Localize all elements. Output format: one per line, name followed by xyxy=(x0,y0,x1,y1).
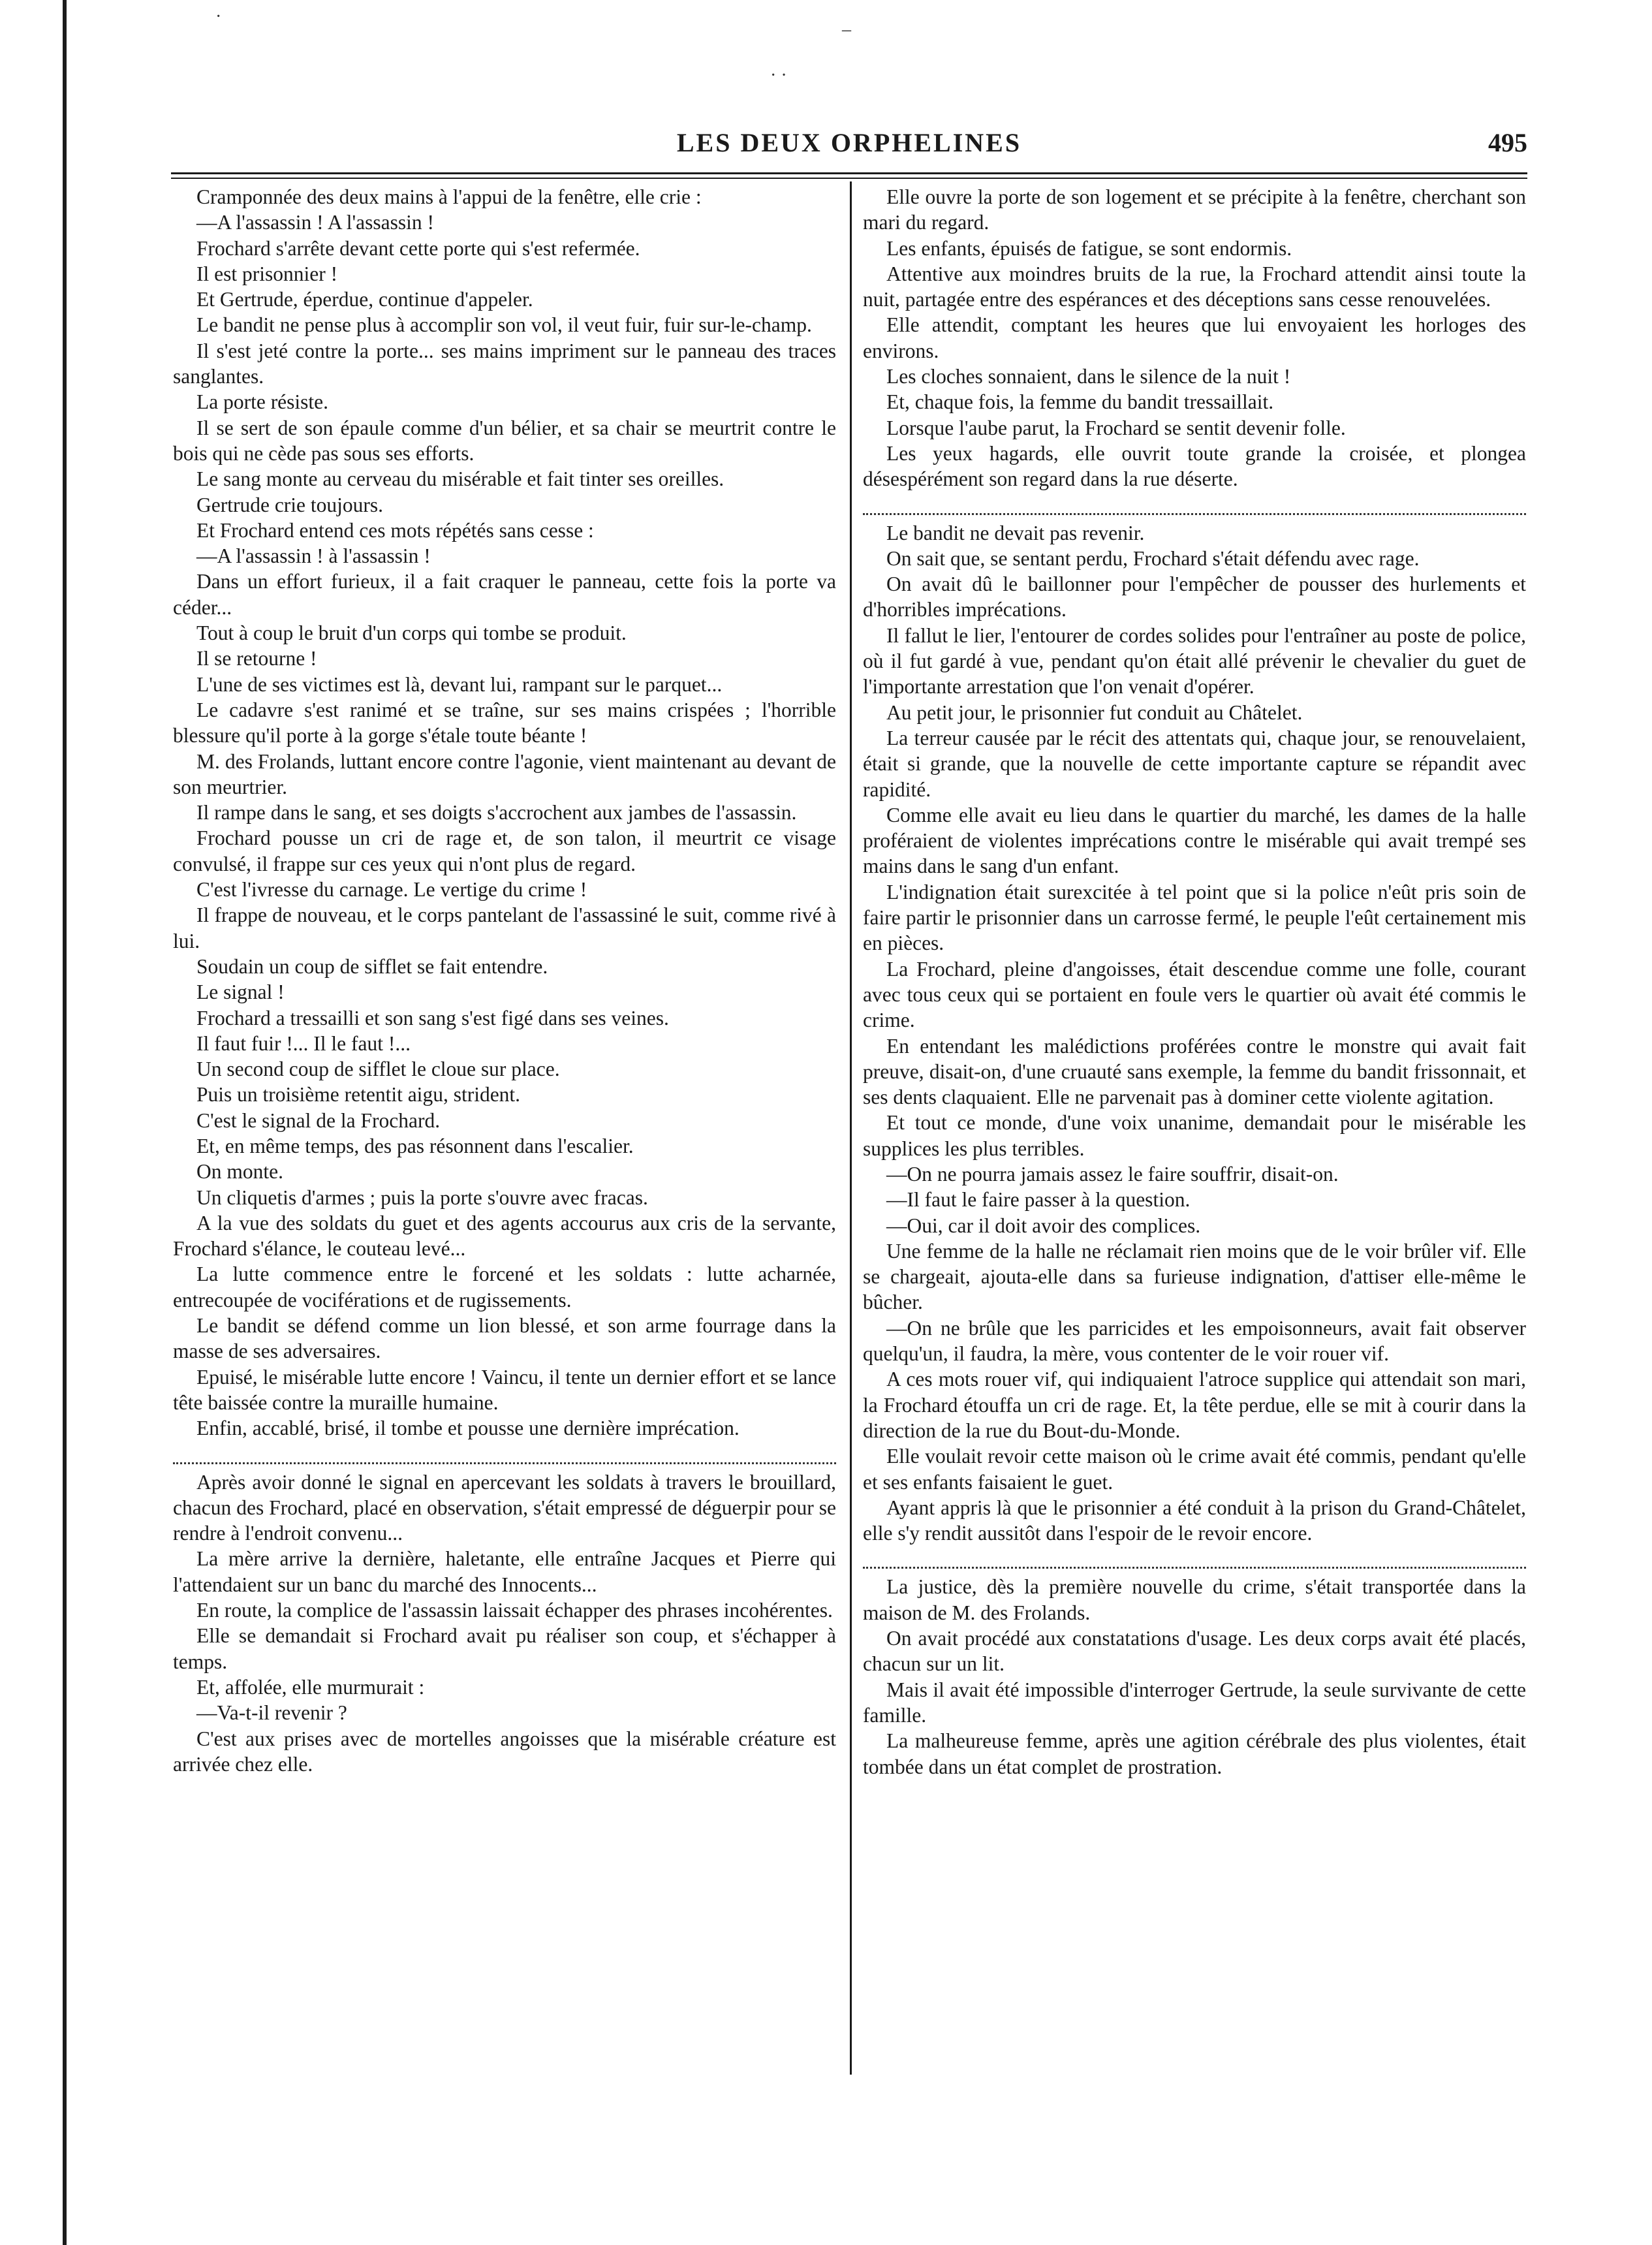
section-separator xyxy=(863,497,1526,515)
column-separator xyxy=(850,181,852,2075)
paragraph: La malheureuse femme, après une agition cérébrale des plus violentes, était tombée dans un état complet de prostration. xyxy=(863,1729,1526,1778)
paragraph: Gertrude crie toujours. xyxy=(196,493,384,516)
paragraph: —Va-t-il revenir ? xyxy=(196,1701,347,1725)
paragraph: A la vue des soldats du guet et des agents accourus aux cris de la servante, Frochard s'élance, le couteau levé... xyxy=(173,1211,836,1261)
paragraph: Après avoir donné le signal en apercevant les soldats à travers le brouillard, chacun des Frochard, placé en observation, s'était empressé de déguerpir pour se rendre à l'endroit convenu... xyxy=(173,1470,836,1545)
paragraph: Elle voulait revoir cette maison où le crime avait été commis, pendant qu'elle et ses enfants faisaient le guet. xyxy=(863,1445,1526,1494)
paragraph: M. des Frolands, luttant encore contre l'agonie, vient maintenant au devant de son meurtrier. xyxy=(173,749,836,798)
paragraph: On monte. xyxy=(196,1160,283,1184)
print-speck: · xyxy=(215,7,222,27)
paragraph: Au petit jour, le prisonnier fut conduit au Châtelet. xyxy=(886,700,1303,724)
paragraph: Frochard pousse un cri de rage et, de son talon, il meurtrit ce visage convulsé, il frappe sur ces yeux qui n'ont plus de regard. xyxy=(173,826,836,875)
paragraph: Le signal ! xyxy=(196,981,285,1004)
paragraph: Il fallut le lier, l'entourer de cordes solides pour l'entraîner au poste de police, où il fut gardé à vue, pendant qu'on était allé prévenir le chevalier du guet de l'importante arrestation que l'on venait d'opérer. xyxy=(863,623,1526,699)
paragraph: Il faut fuir !... Il le faut !... xyxy=(196,1031,411,1055)
paragraph: Et, en même temps, des pas résonnent dans l'escalier. xyxy=(196,1134,634,1157)
paragraph: Les yeux hagards, elle ouvrit toute grande la croisée, et plongea désespérément son regard dans la rue déserte. xyxy=(863,441,1526,491)
paragraph: Les enfants, épuisés de fatigue, se sont endormis. xyxy=(886,236,1292,260)
paragraph: Frochard s'arrête devant cette porte qui s'est refermée. xyxy=(196,236,640,260)
paragraph: C'est l'ivresse du carnage. Le vertige du crime ! xyxy=(196,878,587,902)
paragraph: Cramponnée des deux mains à l'appui de la fenêtre, elle crie : xyxy=(196,185,702,208)
paragraph: Les cloches sonnaient, dans le silence de la nuit ! xyxy=(886,365,1291,388)
binding-edge xyxy=(63,0,67,2245)
paragraph: En entendant les malédictions proférées contre le monstre qui avait fait preuve, disait-on, d'une cruauté sans exemple, la femme du bandit frissonnait, et ses dents claquaient. Elle ne parvenait pas à dominer cette violente agitation. xyxy=(863,1034,1526,1109)
paragraph: Il est prisonnier ! xyxy=(196,262,338,285)
paragraph: —On ne brûle que les parricides et les empoisonneurs, avait fait observer quelqu'un, il faudra, la mère, vous contenter de le voir rouer vif. xyxy=(863,1316,1526,1366)
paragraph: Et, affolée, elle murmurait : xyxy=(196,1675,425,1699)
paragraph: La justice, dès la première nouvelle du crime, s'était transportée dans la maison de M. des Frolands. xyxy=(863,1575,1526,1624)
right-column xyxy=(863,184,1526,1780)
paragraph: On avait procédé aux constatations d'usage. Les deux corps avait été placés, chacun sur un lit. xyxy=(863,1627,1526,1676)
paragraph: Attentive aux moindres bruits de la rue, la Frochard attendit ainsi toute la nuit, partagée entre des espérances et des déceptions sans cesse renouvelées. xyxy=(863,262,1526,311)
header-rule xyxy=(171,172,1527,174)
paragraph: Un second coup de sifflet le cloue sur place. xyxy=(196,1058,560,1081)
header-rule xyxy=(171,178,1527,179)
left-column xyxy=(173,184,836,1777)
paragraph: Mais il avait été impossible d'interroger Gertrude, la seule survivante de cette famille. xyxy=(863,1678,1526,1727)
paragraph: Le sang monte au cerveau du misérable et fait tinter ses oreilles. xyxy=(196,467,725,491)
paragraph: —Oui, car il doit avoir des complices. xyxy=(886,1214,1201,1237)
paragraph: Il se retourne ! xyxy=(196,647,317,670)
paragraph: Le bandit se défend comme un lion blessé, et son arme fourrage dans la masse de ses adversaires. xyxy=(173,1314,836,1363)
paragraph: —A l'assassin ! A l'assassin ! xyxy=(196,211,434,234)
paragraph: Epuisé, le misérable lutte encore ! Vaincu, il tente un dernier effort et se lance tête baissée contre la muraille humaine. xyxy=(173,1365,836,1414)
paragraph: Un cliquetis d'armes ; puis la porte s'ouvre avec fracas. xyxy=(196,1185,648,1209)
paragraph: En route, la complice de l'assassin laissait échapper des phrases incohérentes. xyxy=(196,1599,833,1622)
paragraph: Il s'est jeté contre la porte... ses mains impriment sur le panneau des traces sanglantes. xyxy=(173,339,836,388)
paragraph: Le bandit ne devait pas revenir. xyxy=(886,521,1145,544)
section-separator xyxy=(863,1551,1526,1569)
paragraph: —A l'assassin ! à l'assassin ! xyxy=(196,544,431,568)
paragraph: Et Frochard entend ces mots répétés sans cesse : xyxy=(196,518,594,542)
paragraph: —On ne pourra jamais assez le faire souffrir, disait-on. xyxy=(886,1162,1339,1185)
paragraph: Elle attendit, comptant les heures que lui envoyaient les horloges des environs. xyxy=(863,313,1526,362)
paragraph: C'est le signal de la Frochard. xyxy=(196,1108,441,1132)
paragraph: Et Gertrude, éperdue, continue d'appeler. xyxy=(196,288,533,311)
paragraph: C'est aux prises avec de mortelles angoisses que la misérable créature est arrivée chez elle. xyxy=(173,1727,836,1776)
paragraph: Il frappe de nouveau, et le corps pantelant de l'assassiné le suit, comme rivé à lui. xyxy=(173,903,836,952)
paragraph: La terreur causée par le récit des attentats qui, chaque jour, se renouvelaient, était si grande, que la nouvelle de cette importante capture se répandit avec rapidité. xyxy=(863,726,1526,801)
paragraph: L'indignation était surexcitée à tel point que si la police n'eût pris soin de faire partir le prisonnier dans un carrosse fermé, le peuple l'eût certainement mis en pièces. xyxy=(863,880,1526,955)
page-number: 495 xyxy=(1488,128,1527,157)
paragraph: Elle se demandait si Frochard avait pu réaliser son coup, et s'échapper à temps. xyxy=(173,1624,836,1673)
paragraph: Une femme de la halle ne réclamait rien moins que de le voir brûler vif. Elle se chargeait, ajouta-elle dans sa furieuse indignation, d'attiser elle-même le bûcher. xyxy=(863,1239,1526,1314)
paragraph: Soudain un coup de sifflet se fait entendre. xyxy=(196,954,548,978)
paragraph: Il se sert de son épaule comme d'un bélier, et sa chair se meurtrit contre le bois qui ne cède pas sous ses efforts. xyxy=(173,416,836,465)
paragraph: Dans un effort furieux, il a fait craquer le panneau, cette fois la porte va céder... xyxy=(173,570,836,619)
page-header xyxy=(171,127,1527,169)
paragraph: Le cadavre s'est ranimé et se traîne, sur ses mains crispées ; l'horrible blessure qu'il porte à la gorge s'étale toute béante ! xyxy=(173,698,836,747)
paragraph: La Frochard, pleine d'angoisses, était descendue comme une folle, courant avec tous ceux qui se portaient en foule vers le quartier où avait été commis le crime. xyxy=(863,957,1526,1032)
print-speck: · · xyxy=(770,65,787,86)
paragraph: On avait dû le baillonner pour l'empêcher de pousser des hurlements et d'horribles imprécations. xyxy=(863,573,1526,621)
section-separator xyxy=(173,1447,836,1464)
paragraph: A ces mots rouer vif, qui indiquaient l'atroce supplice qui attendait son mari, la Frochard étouffa un cri de rage. Et, la tête perdue, elle se mit à courir dans la direction de la rue du Bout-du-Monde. xyxy=(863,1368,1526,1442)
paragraph: La porte résiste. xyxy=(196,390,329,414)
paragraph: Frochard a tressailli et son sang s'est figé dans ses veines. xyxy=(196,1006,669,1029)
paragraph: Puis un troisième retentit aigu, strident. xyxy=(196,1083,521,1107)
paragraph: Lorsque l'aube parut, la Frochard se sentit devenir folle. xyxy=(886,416,1346,439)
paragraph: L'une de ses victimes est là, devant lui, rampant sur le parquet... xyxy=(196,672,723,696)
paragraph: Ayant appris là que le prisonnier a été conduit à la prison du Grand-Châtelet, elle s'y rendit aussitôt dans l'espoir de le revoir encore. xyxy=(863,1496,1526,1545)
paragraph: Le bandit ne pense plus à accomplir son vol, il veut fuir, fuir sur-le-champ. xyxy=(196,313,812,337)
paragraph: La lutte commence entre le forcené et les soldats : lutte acharnée, entrecoupée de vociférations et de rugissements. xyxy=(173,1263,836,1311)
paragraph: —Il faut le faire passer à la question. xyxy=(886,1188,1191,1212)
paragraph: Elle ouvre la porte de son logement et se précipite à la fenêtre, cherchant son mari du regard. xyxy=(863,185,1526,234)
paragraph: Il rampe dans le sang, et ses doigts s'accrochent aux jambes de l'assassin. xyxy=(196,801,797,824)
print-speck: – xyxy=(842,20,851,40)
paragraph: Et, chaque fois, la femme du bandit tressaillait. xyxy=(886,390,1274,414)
paragraph: On sait que, se sentant perdu, Frochard s'était défendu avec rage. xyxy=(886,546,1420,570)
paragraph: La mère arrive la dernière, haletante, elle entraîne Jacques et Pierre qui l'attendaient sur un banc du marché des Innocents... xyxy=(173,1547,836,1596)
running-title: LES DEUX ORPHELINES xyxy=(676,128,1022,157)
paragraph: Et tout ce monde, d'une voix unanime, demandait pour le misérable les supplices les plus terribles. xyxy=(863,1111,1526,1160)
paragraph: Comme elle avait eu lieu dans le quartier du marché, les dames de la halle proféraient de violentes imprécations contre le misérable qui avait trempé ses mains dans le sang d'un enfant. xyxy=(863,803,1526,878)
paragraph: Enfin, accablé, brisé, il tombe et pousse une dernière imprécation. xyxy=(196,1417,740,1440)
paragraph: Tout à coup le bruit d'un corps qui tombe se produit. xyxy=(196,621,627,645)
